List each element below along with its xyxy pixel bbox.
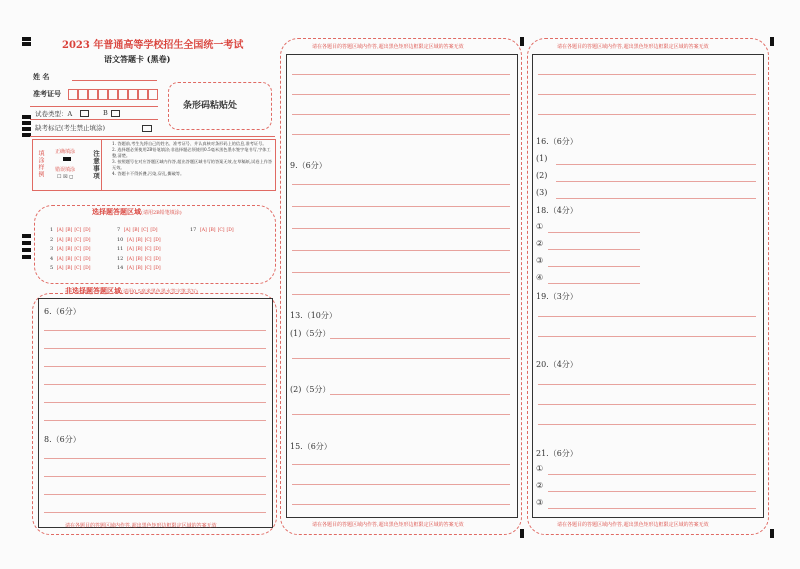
answer-line[interactable] — [292, 484, 510, 485]
notice-item: 1. 答题前,考生先将自己的姓名、准考证号、并认真核对条形码上的信息,准考证号。 — [112, 141, 267, 146]
absent-box[interactable] — [142, 125, 152, 132]
nonchoice-title: 非选择题答题区域(请用0.5毫米黑色墨水签字笔书写) — [65, 286, 198, 295]
paper-type-b-box[interactable] — [111, 110, 120, 117]
answer-line[interactable] — [292, 504, 510, 505]
answer-line[interactable] — [548, 266, 640, 267]
answer-line[interactable] — [44, 366, 266, 367]
answer-line[interactable] — [44, 458, 266, 459]
answer-line[interactable] — [556, 181, 756, 182]
answer-line[interactable] — [556, 164, 756, 165]
divider — [30, 136, 275, 137]
choice-title: 选择题答题区域(请用2B铅笔填涂) — [92, 207, 182, 216]
q19-label: 19.（3分） — [536, 292, 578, 301]
q16-label: 16.（6分） — [536, 137, 578, 146]
paper-type-label: 试卷类型：A — [35, 110, 73, 118]
answer-line[interactable] — [44, 402, 266, 403]
divider — [30, 119, 158, 120]
answer-line[interactable] — [44, 494, 266, 495]
name-label: 姓 名 — [33, 72, 50, 81]
answer-line[interactable] — [292, 206, 510, 207]
q21-label: 21.（6分） — [536, 449, 578, 458]
choice-col1 — [50, 226, 90, 274]
answer-line[interactable] — [538, 384, 756, 385]
answer-line[interactable] — [44, 384, 266, 385]
q21-part2: ② — [536, 481, 544, 490]
q20-label: 20.（4分） — [536, 360, 578, 369]
sheet-subtitle: 语文答题卡 (黑卷) — [104, 54, 171, 64]
answer-line[interactable] — [538, 316, 756, 317]
q9-label: 9.（6分） — [290, 161, 327, 170]
q6-label: 6.（6分） — [44, 307, 81, 316]
answer-line[interactable] — [292, 74, 510, 75]
answer-line[interactable] — [44, 330, 266, 331]
answer-line[interactable] — [538, 94, 756, 95]
answer-line[interactable] — [548, 508, 756, 509]
timing-mark — [22, 127, 31, 131]
answer-line[interactable] — [292, 184, 510, 185]
answer-line[interactable] — [44, 476, 266, 477]
answer-line[interactable] — [548, 232, 640, 233]
q16-part3: (3) — [536, 188, 548, 197]
choice-col3 — [190, 226, 234, 236]
absent-label: 缺考标记(考生禁止填涂) — [35, 124, 106, 132]
answer-line[interactable] — [292, 250, 510, 251]
fill-example-title: 填涂样例 — [37, 150, 44, 178]
q18-part4: ④ — [536, 273, 544, 282]
barcode-label: 条形码粘贴处 — [183, 101, 238, 111]
fill-wrong-label: 错误填涂 — [55, 167, 76, 173]
divider — [30, 106, 158, 107]
choice-row: 11 [A] [B] [C] [D] — [117, 246, 161, 252]
answer-line[interactable] — [292, 414, 510, 415]
q21-part1: ① — [536, 464, 544, 473]
choice-row: 10 [A] [B] [C] [D] — [117, 236, 161, 243]
q18-part2: ② — [536, 239, 544, 248]
choice-col2 — [117, 226, 161, 274]
answer-line[interactable] — [292, 272, 510, 273]
timing-mark — [22, 121, 31, 125]
fill-correct-label: 正确填涂 — [55, 149, 76, 155]
q18-label: 18.（4分） — [536, 206, 578, 215]
notice-item: 3. 按照题号在对应答题区域内作答,超出答题区域书写的答案无效,在草稿纸,试卷上作答无效。 — [112, 159, 273, 170]
answer-line[interactable] — [292, 114, 510, 115]
q15-label: 15.（6分） — [290, 442, 332, 451]
q18-part3: ③ — [536, 256, 544, 265]
answer-line[interactable] — [330, 338, 510, 339]
choice-row: 7 [A] [B] [C] [D] — [117, 227, 158, 233]
q8-label: 8.（6分） — [44, 435, 81, 444]
choice-row: 14 [A] [B] [C] [D] — [117, 265, 161, 271]
paper-type-a-box[interactable] — [80, 110, 89, 117]
id-label: 准考证号 — [33, 89, 61, 98]
id-cells[interactable] — [68, 89, 158, 100]
answer-line[interactable] — [292, 134, 510, 135]
timing-mark — [22, 42, 31, 46]
timing-mark — [22, 37, 31, 41]
answer-line[interactable] — [538, 336, 756, 337]
answer-line[interactable] — [538, 424, 756, 425]
notice-list — [112, 141, 274, 177]
answer-line[interactable] — [548, 249, 640, 250]
answer-line[interactable] — [44, 512, 266, 513]
timing-mark — [22, 248, 31, 252]
timing-mark — [22, 234, 31, 238]
timing-mark — [520, 37, 524, 46]
choice-row: 5 [A] [B] [C] [D] — [50, 265, 91, 271]
top-warning: 请在各题目的答题区域内作答,超出黑色矩形边框限定区域的答案无效 — [557, 44, 709, 50]
answer-line[interactable] — [538, 114, 756, 115]
choice-row: 17 [A] [B] [C] [D] — [190, 227, 234, 233]
choice-row: 2 [A] [B] [C] [D] — [50, 236, 91, 243]
choice-row: 1 [A] [B] [C] [D] — [50, 227, 91, 233]
bottom-warning: 请在各题目的答题区域内作答,超出黑色矩形边框限定区域的答案无效 — [557, 522, 709, 528]
q13-part1-label: (1)（5分） — [290, 329, 331, 338]
choice-row: 3 [A] [B] [C] [D] — [50, 246, 91, 252]
notice-title: 注意事项 — [92, 150, 100, 180]
choice-row: 4 [A] [B] [C] [D] — [50, 255, 91, 262]
bottom-warning: 请在各题目的答题区域内作答,超出黑色矩形边框限定区域的答案无效 — [65, 523, 217, 529]
answer-line[interactable] — [292, 228, 510, 229]
answer-line[interactable] — [548, 283, 640, 284]
notice-item: 4. 答题卡不得折叠,污染,穿孔,撕破等。 — [112, 171, 185, 176]
q16-part2: (2) — [536, 171, 548, 180]
timing-mark — [520, 529, 524, 538]
bottom-warning: 请在各题目的答题区域内作答,超出黑色矩形边框限定区域的答案无效 — [312, 522, 464, 528]
answer-line[interactable] — [330, 394, 510, 395]
answer-line[interactable] — [44, 348, 266, 349]
answer-line[interactable] — [548, 474, 756, 475]
notice-item: 2. 选择题必须使用2B铅笔填涂;非选择题必须使用0.5毫米黑色墨水签字笔书写,字体工整,清楚。 — [112, 147, 271, 158]
exam-title: 2023 年普通高等学校招生全国统一考试 — [62, 40, 244, 51]
q13-label: 13.（10分） — [290, 311, 337, 320]
answer-line[interactable] — [292, 464, 510, 465]
paper-type-b-label: B — [103, 109, 108, 117]
q13-part2-label: (2)（5分） — [290, 385, 331, 394]
answer-line[interactable] — [556, 198, 756, 199]
correct-mark — [63, 157, 71, 161]
timing-mark — [22, 255, 31, 259]
timing-mark — [770, 529, 774, 538]
choice-row: 12 [A] [B] [C] [D] — [117, 255, 161, 262]
q18-part1: ① — [536, 222, 544, 231]
name-field[interactable] — [72, 80, 157, 81]
top-warning: 请在各题目的答题区域内作答,超出黑色矩形边框限定区域的答案无效 — [312, 44, 464, 50]
answer-line[interactable] — [548, 491, 756, 492]
answer-line[interactable] — [292, 294, 510, 295]
answer-line[interactable] — [292, 358, 510, 359]
timing-mark — [22, 241, 31, 245]
answer-line[interactable] — [538, 74, 756, 75]
answer-line[interactable] — [538, 404, 756, 405]
answer-line[interactable] — [292, 94, 510, 95]
timing-mark — [770, 37, 774, 46]
q21-part3: ③ — [536, 498, 544, 507]
answer-line[interactable] — [44, 420, 266, 421]
q16-part1: (1) — [536, 154, 548, 163]
wrong-marks: ☐ ☒ ◻ — [57, 174, 74, 180]
